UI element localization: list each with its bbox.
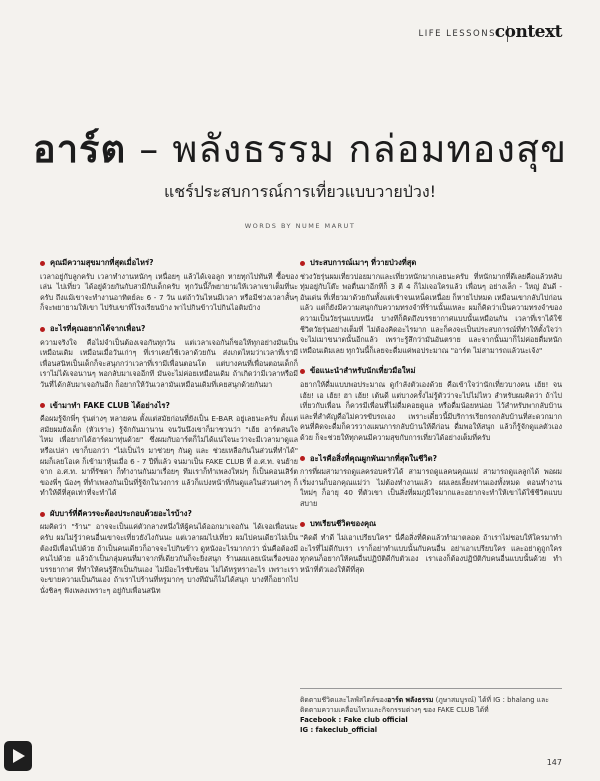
bullet-icon xyxy=(300,369,305,374)
right-column xyxy=(300,258,562,575)
question: ประสบการณ์เมาๆ ที่วายป่วงที่สุด xyxy=(300,258,562,269)
question: ผับบาร์ที่ดีควรจะต้องประกอบด้วยอะไรบ้าง? xyxy=(40,509,298,520)
bullet-icon xyxy=(300,522,305,527)
magazine-logo: context xyxy=(494,22,562,42)
footer-info xyxy=(300,688,562,735)
answer: ผมคิดว่า "ร้าน" อาจจะเป็นแค่ตัวกลางหนึ่งให้ผู้คนได้ออกมาเจอกัน ได้เจอเพื่อนนะครับ ผมไม่รู้ว่าคนอื่นเขาจะเที่ยวยังไงกันนะ แต่เวลาผมไปเที่ยว ผมไปคนเดียวไม่เป็น ต้องมีเพื่อนไปด้วย ถ้าเป็นคนเดียวก็อาจจะไปกินข้าว ดูหนังอะไรมากกว่า นั่นคือต้องมีคนไปด้วย แล้วถ้าเป็นกลุ่มคนที่มาจากที่เดียวกันก็จะยิ่งสนุก ร้านผมเลยเน้นเรื่องของบรรยากาศ ที่ทำให้คนรู้สึกเป็นกันเอง ไม่มีอะไรซับซ้อน ไม่ได้หรูหราอะไร เพราะเราจะขายความเป็นกันเอง ถ้าเราไปร้านที่หรูมากๆ บางทีมันก็ไม่ได้สนุก บางทีก็อยากไปนั่งชิลๆ ฟังเพลงเพราะๆ อยู่กับเพื่อนสนิท xyxy=(40,522,298,596)
question: เข้ามาทำ FAKE CLUB ได้อย่างไร? xyxy=(40,401,298,412)
footer-facebook: Facebook : Fake club official xyxy=(300,716,408,724)
bullet-icon xyxy=(300,456,305,461)
play-button[interactable] xyxy=(4,741,32,771)
article-title xyxy=(0,118,600,179)
bullet-icon xyxy=(40,512,45,517)
play-icon xyxy=(13,749,25,763)
footer-instagram: IG : fakeclub_official xyxy=(300,726,378,734)
article-subtitle: แชร์ประสบการณ์การเที่ยวแบบวายป่วง! xyxy=(163,182,437,201)
title-rest: – พลังธรรม กล่อมทองสุข xyxy=(139,127,568,171)
page-header xyxy=(0,22,600,48)
footer-text: ติดตามชีวิตและไลฟ์สไตล์ของอาร์ต พลังธรรม (ภูษาสมบูรณ์) ได้ที่ IG : bhalang และติดตามความเคลื่อนไหวและกิจกรรมต่างๆ ของ FAKE CLUB ได้ที่ xyxy=(300,696,549,714)
page-number: 147 xyxy=(546,758,562,767)
question: อะไรที่คุณอยากได้จากเพื่อน? xyxy=(40,324,298,335)
answer: เวลาอยู่กับลูกครับ เวลาทำงานหนักๆ เหนื่อยๆ แล้วได้เจอลูก หายทุกไปทันที ซื้อของเล่น ไปเที่ยว ได้อยู่ด้วยกันกับสามีกับเด็กครับ ทุกวันนี้ก็พยายามให้เวลาเขาเต็มที่นะครับ ถึงแม้เขาจะทำงานอาทิตย์ละ 6 - 7 วัน แต่ถ้าวันไหนมีเวลา หรือมีช่วงเวลาสั้นๆ ก็จะพยายามให้เขา ไปรับเขาที่โรงเรียนบ้าง พาไปกินข้าวไปกินไอติมบ้าง xyxy=(40,271,298,313)
footer-name: อาร์ต พลังธรรม xyxy=(387,696,434,704)
question: อะไรคือสิ่งที่คุณผูกพันมากที่สุดในชีวิต? xyxy=(300,454,562,465)
bullet-icon xyxy=(40,403,45,408)
answer: คือผมรู้จักพี่ๆ รุ่นต่างๆ หลายคน ตั้งแต่สมัยก่อนที่ยังเป็น E-BAR อยู่เลยนะครับ ตั้งแต่สมัยผมยังเด็ก (หัวเราะ) รู้จักกันมานาน จนวันนึงเขาก็มาชวนว่า "เฮ้ย อาร์ตสนใจไหม เพื่อยากได้ฮาร์ดมาทุ่นด้วย" ซึ่งผมกับอาร์ตก็ไม่ได้แน่ใจนะว่าจะมีเวลามาดูแลหรือเปล่า เขาก็บอกว่า "ไม่เป็นไร มาช่วยๆ กันดู และ ช่วยเหลือกันในส่วนที่ทำได้" ผมก็เลยโอเค ก็เข้ามาหุ้นเมื่อ 6 - 7 ปีที่แล้ว จนมาเป็น FAKE CLUB ที่ อ.ศ.ท. จนย้ายจาก อ.ศ.ท. มาที่รัชดา ก็ทำงานกันมาเรื่อยๆ ทีมเราก็ทำเพลงใหม่ๆ ก็เป็นคอนเสิร์ตของพี่ๆ น้องๆ ที่ทำเพลงกันเป็นที่รู้จักในวงการ แล้วก็แบ่งหน้าที่กันดูแลในส่วนต่างๆ ก็ทำให้ดีที่สุดเท่าที่จะทำได้ xyxy=(40,414,298,498)
title-name: อาร์ต xyxy=(32,127,127,171)
answer: ช่วงวัยรุ่นผมเที่ยวบ่อยมากและเที่ยวหนักมากเลยนะครับ ที่หนักมากที่ดีเลยคือแล้วหลับทุ่มอยู่กับโต๊ะ พอตื่นมาอีกทีก็ 3 ตี 4 ก็ไม่เจอใครแล้ว เพื่อนๆ อย่างเล็ก - ใหญ่ อันดี - อันเด่น ที่เที่ยวมาด้วยกันทั้งแต่เช้าจนเหน็ดเหนื่อย ก็หายไปหมด เหมือนเขากลับไปก่อนแล้ว แต่ก็ยังมีความสนุกกับความทรงจำที่ร้านนั้นแหละ ผมก็คิดว่าเป็นความทรงจำของความเป็นวัยรุ่นแบบหนึ่ง บางทีก็คิดถึงบรรยากาศแบบนั้นเหมือนกัน เวลาที่เราได้ใช้ชีวิตวัยรุ่นอย่างเต็มที่ ไม่ต้องคิดอะไรมาก และก็คงจะเป็นประสบการณ์ที่ทำให้ตั้งใจว่าจะไม่เมาขนาดนั้นอีกแล้ว เพราะรู้สึกว่ามันอันตราย และจากนั้นมาก็ไม่ค่อยดื่มหนักเหมือนเดิมเลย ทุกวันนี้ก็เลยจะดื่มแค่พอประมาณ "อาร์ต ไม่สามารถแล้วนะเจ้ง" xyxy=(300,271,563,355)
answer: "คิดดี ทำดี ไม่เอาเปรียบใคร" นี่คือสิ่งที่คิดแล้วทำมาตลอด ถ้าเราไม่ชอบให้ใครมาทำอะไรที่ไม่ดีกับเรา เราก็อย่าทำแบบนั้นกับคนอื่น อย่าเอาเปรียบใคร และอย่าดูถูกใคร ทุกคนก็อยากให้คนอื่นปฏิบัติดีกับตัวเอง เราเองก็ต้องปฏิบัติกับคนอื่นแบบนั้นด้วย ทำหน้าที่ตัวเองให้ดีที่สุด xyxy=(300,533,562,574)
section-label: LIFE LESSONS xyxy=(418,29,496,39)
question: ข้อแนะนำสำหรับนักเที่ยวมือใหม่ xyxy=(300,366,562,377)
question: บทเรียนชีวิตของคุณ xyxy=(300,519,562,530)
question: คุณมีความสุขมากที่สุดเมื่อไหร่? xyxy=(40,258,298,269)
answer: การที่ผมสามารถดูแลครอบครัวได้ สามารถดูแลคนคุณแม่ สามารถดูแลลูกได้ พอผมเริ่มงานก็บอกคุณแม่ว่า ไม่ต้องทำงานแล้ว ผมเลยเลี้ยงท่านเองทั้งหมด ตอนทำงานใหม่ๆ ก็อายุ 40 ที่ตัวเขา เป็นสิ่งที่ผมภูมิใจมากและอยากจะทำให้เขาได้ใช้ชีวิตแบบสบาย xyxy=(300,467,562,508)
byline: WORDS BY NUME MARUT xyxy=(244,222,356,230)
bullet-icon xyxy=(40,327,45,332)
bullet-icon xyxy=(40,261,45,266)
answer: อยากให้ดื่มแบบพอประมาณ ดูกำลังตัวเองด้วย คือเข้าใจว่านักเที่ยวบางคน เฮ้ย! จน เฮ้ย! เอ เฮ้ย! ฮา เฮ้ย! เต้นดี แต่บางครั้งไม่รู้ตัวว่าจะไปไม่ไหว สำหรับผมคิดว่า ถ้าไปเที่ยวกับเพื่อน ก็ควรมีเพื่อนที่ไม่ดื่มคอยดูแล หรือดื่มน้อยหน่อย ไว้สำหรับพากลับบ้าน และที่สำคัญคือไม่ควรขับรถเอง เพราะเดี๋ยวนี้มีบริการเรียกรถกลับบ้านที่สะดวกมาก คนที่คิดจะดื่มก็ควรวางแผนการกลับบ้านให้ดีก่อน ดื่มพอให้สนุก แล้วก็รู้จักดูแลตัวเองด้วย ก็จะช่วยให้ทุกคนมีความสุขกับการเที่ยวได้อย่างเต็มที่ครับ xyxy=(300,379,562,442)
answer: ความจริงใจ คือไม่จำเป็นต้องเจอกันทุกวัน แต่เวลาเจอกันก็ขอให้ทุกอย่างมันเป็นเหมือนเดิม เหมือนเมื่อวันเก่าๆ ที่เราเคยใช้เวลาด้วยกัน ส่งเกตไหมว่าเวลาที่เรามีเพื่อนสนิทเป็นเด็กก็จะสนุกกว่าเวลาที่เรามีเพื่อนตอนโต แต่บางคนที่เพื่อนตอนเด็กก็เราไม่ได้เจอนานๆ พอกลับมาเจออีกที มันจะไม่ค่อยเหมือนเดิม ถ้าเกิดว่ามีเวลาหรือมีวันที่ได้กลับมาเจอกันอีก ก็อยากให้วันเวลามันเหมือนเดิมที่เคยสนุกด้วยกันมา xyxy=(40,337,298,389)
bullet-icon xyxy=(300,261,305,266)
left-column xyxy=(40,258,298,597)
